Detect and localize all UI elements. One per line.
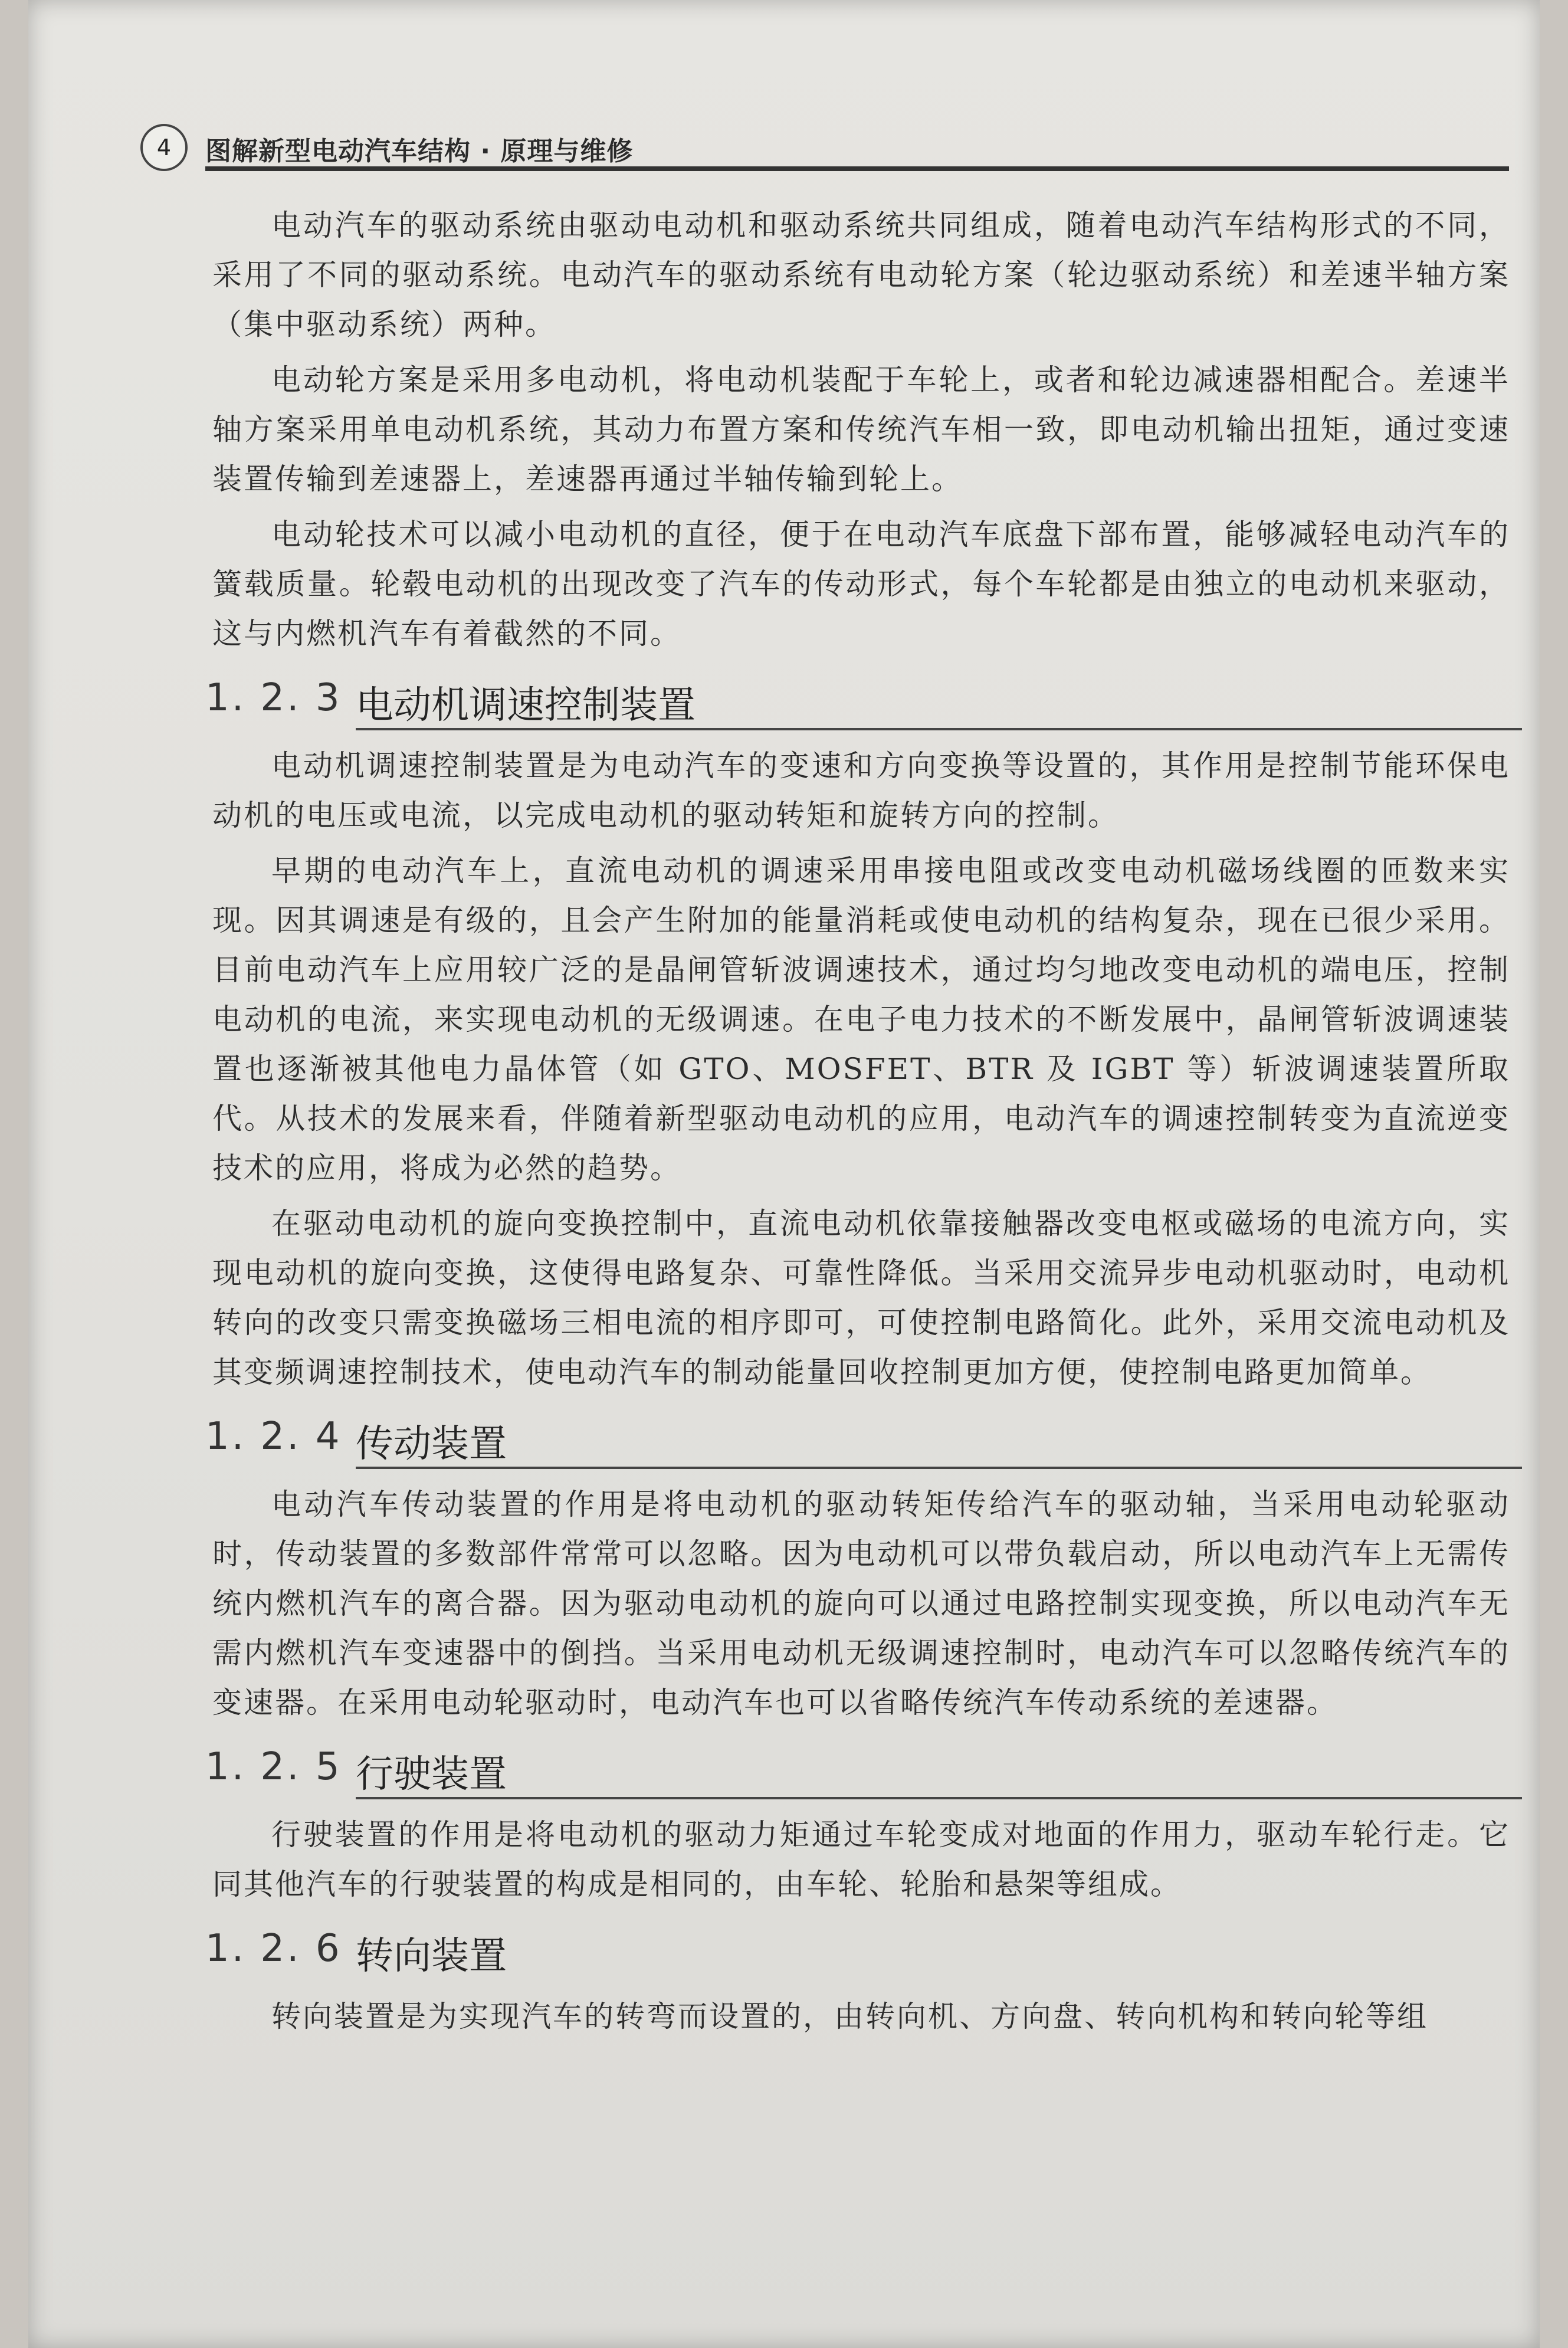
- section-title: 电动机调速控制装置: [356, 684, 696, 727]
- paragraph: 早期的电动汽车上，直流电动机的调速采用串接电阻或改变电动机磁场线圈的匝数来实现。因其调速是有级的，且会产生附加的能量消耗或使电动机的结构复杂，现在已很少采用。目前电动汽车上应用较广泛的是晶闸管斩波调速技术，通过均匀地改变电动机的端电压，控制电动机的电流，来实现电动机的无级调速。在电子电力技术的不断发展中，晶闸管斩波调速装置也逐渐被其他电力晶体管（如 GTO、MOSFET、BTR 及 IGBT 等）斩波调速装置所取代。从技术的发展来看，伴随着新型驱动电动机的应用，电动汽车的调速控制转变为直流逆变技术的应用，将成为必然的趋势。: [212, 854, 1510, 1185]
- section-title: 传动装置: [356, 1422, 507, 1466]
- running-header: [140, 112, 1509, 171]
- section-rule: [356, 1797, 1522, 1799]
- paragraph: 电动轮技术可以减小电动机的直径，便于在电动汽车底盘下部布置，能够减轻电动汽车的簧载质量。轮毂电动机的出现改变了汽车的传动形式，每个车轮都是由独立的电动机来驱动，这与内燃机汽车有着截然的不同。: [212, 517, 1510, 651]
- paragraph: 电动机调速控制装置是为电动汽车的变速和方向变换等设置的，其作用是控制节能环保电动机的电压或电流，以完成电动机的驱动转矩和旋转方向的控制。: [212, 749, 1510, 832]
- section-number: 1. 2. 4: [205, 1415, 342, 1458]
- section-heading-1-2-3: [205, 670, 1510, 741]
- section-rule: [356, 1467, 1522, 1469]
- paragraph: 行驶装置的作用是将电动机的驱动力矩通过车轮变成对地面的作用力，驱动车轮行走。它同其他汽车的行驶装置的构成是相同的，由车轮、轮胎和悬架等组成。: [212, 1818, 1510, 1901]
- book-page: [28, 0, 1540, 2348]
- section-title: 行驶装置: [356, 1753, 507, 1796]
- section-number: 1. 2. 6: [205, 1927, 342, 1970]
- section-number: 1. 2. 3: [205, 676, 342, 720]
- section-title: 转向装置: [356, 1934, 507, 1978]
- section-heading-1-2-5: [205, 1739, 1510, 1810]
- section-rule: [356, 728, 1522, 730]
- page-number: 4: [140, 124, 188, 171]
- paragraph: 在驱动电动机的旋向变换控制中，直流电动机依靠接触器改变电枢或磁场的电流方向，实现电动机的旋向变换，这使得电路复杂、可靠性降低。当采用交流异步电动机驱动时，电动机转向的改变只需变换磁场三相电流的相序即可，可使控制电路简化。此外，采用交流电动机及其变频调速控制技术，使电动汽车的制动能量回收控制更加方便，使控制电路更加简单。: [212, 1206, 1510, 1389]
- page-content: [205, 201, 1510, 2047]
- paragraph: 电动轮方案是采用多电动机，将电动机装配于车轮上，或者和轮边减速器相配合。差速半轴方案采用单电动机系统，其动力布置方案和传统汽车相一致，即电动机输出扭矩，通过变速装置传输到差速器上，差速器再通过半轴传输到轮上。: [212, 363, 1510, 496]
- book-title: 图解新型电动汽车结构 · 原理与维修: [205, 136, 634, 166]
- section-heading-1-2-4: [205, 1409, 1510, 1480]
- header-rule: [205, 166, 1509, 171]
- section-heading-1-2-6: [205, 1921, 1510, 1992]
- paragraph: 电动汽车的驱动系统由驱动电动机和驱动系统共同组成，随着电动汽车结构形式的不同，采用了不同的驱动系统。电动汽车的驱动系统有电动轮方案（轮边驱动系统）和差速半轴方案（集中驱动系统）两种。: [212, 208, 1510, 342]
- paragraph: 电动汽车传动装置的作用是将电动机的驱动转矩传给汽车的驱动轴，当采用电动轮驱动时，传动装置的多数部件常常可以忽略。因为电动机可以带负载启动，所以电动汽车上无需传统内燃机汽车的离合器。因为驱动电动机的旋向可以通过电路控制实现变换，所以电动汽车无需内燃机汽车变速器中的倒挡。当采用电动机无级调速控制时，电动汽车可以忽略传统汽车的变速器。在采用电动轮驱动时，电动汽车也可以省略传统汽车传动系统的差速器。: [212, 1487, 1510, 1720]
- section-number: 1. 2. 5: [205, 1745, 342, 1789]
- paragraph: 转向装置是为实现汽车的转弯而设置的，由转向机、方向盘、转向机构和转向轮等组: [271, 1999, 1428, 2034]
